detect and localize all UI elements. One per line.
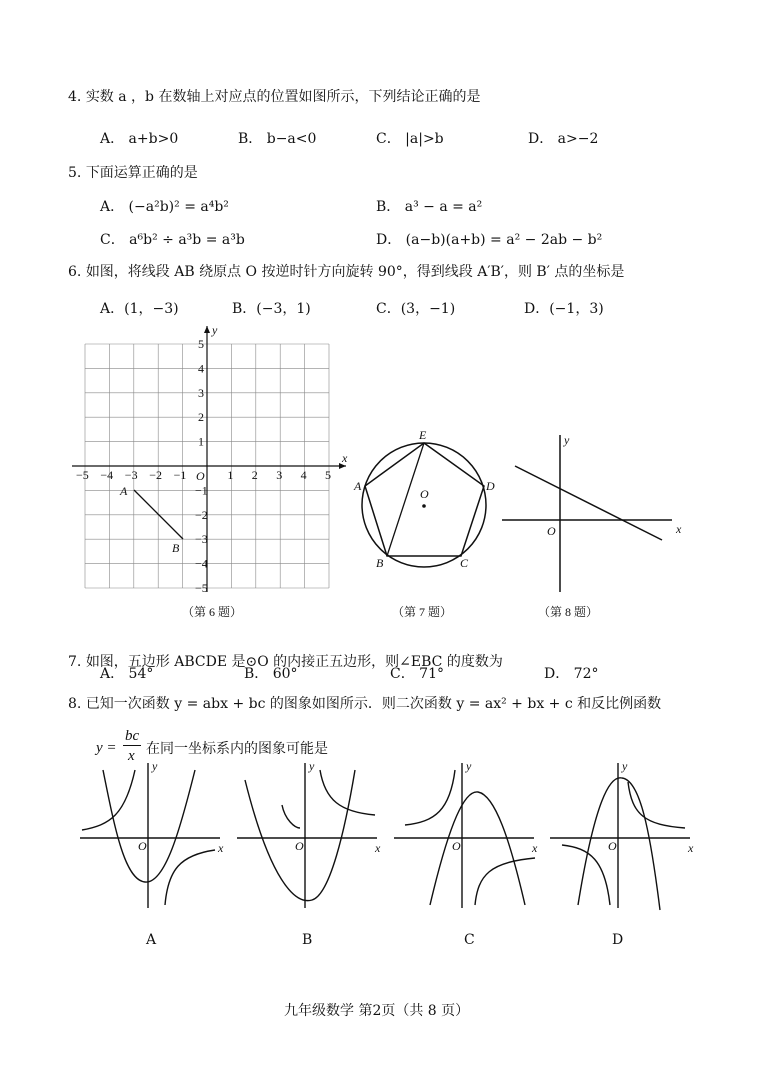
y-tick-label: −2 xyxy=(195,507,208,522)
q5-option-b: B． a³ − a = a² xyxy=(376,199,483,215)
q8-text: 8. 已知一次函数 y = abx + bc 的图象如图所示．则二次函数 y = ax² + bx + c 和反比例函数 xyxy=(68,696,662,712)
axis-x-label: x xyxy=(532,841,538,855)
q6-option-d: D．(−1，3) xyxy=(524,301,604,317)
y-tick-label: −5 xyxy=(195,581,208,595)
q6-option-a: A．(1，−3) xyxy=(100,301,179,317)
q8-graph-A xyxy=(80,759,224,908)
q4-option-b: B． b−a<0 xyxy=(238,131,317,147)
fig7-vertex-e: E xyxy=(419,428,427,442)
page-footer: 九年级数学 第2页（共 8 页） xyxy=(284,1003,470,1019)
center-dot xyxy=(422,504,426,508)
q8-graph-B xyxy=(237,759,381,908)
choice-d-label: D xyxy=(612,932,624,948)
x-tick-label: 4 xyxy=(300,468,307,482)
q4-option-c: C． |a|>b xyxy=(376,131,444,147)
choice-b-label: B xyxy=(302,932,313,948)
y-tick-label: 3 xyxy=(198,385,204,400)
x-tick-label: 5 xyxy=(325,468,331,482)
fig7-vertex-a: A xyxy=(354,479,362,493)
x-tick-label: −5 xyxy=(76,468,89,482)
fig7-vertex-b: B xyxy=(376,556,384,570)
choice-a-label: A xyxy=(146,932,157,948)
axis-y-label: y xyxy=(152,759,158,773)
choice-c-label: C xyxy=(464,932,475,948)
fig7-vertex-d: D xyxy=(486,479,495,493)
fig6-y-label: y xyxy=(212,323,218,337)
fig8-x-label: x xyxy=(676,522,682,536)
y-tick-label: −1 xyxy=(195,483,208,498)
q4-option-a: A． a+b>0 xyxy=(100,131,179,147)
q7-option-b: B． 60° xyxy=(244,666,298,682)
axis-x-label: x xyxy=(218,841,224,855)
axis-y-label: y xyxy=(466,759,472,773)
x-tick-label: −2 xyxy=(149,468,162,482)
x-tick-label: −3 xyxy=(124,468,138,482)
q7-option-a: A． 54° xyxy=(100,666,154,682)
curve xyxy=(475,858,535,905)
q4-option-d: D． a>−2 xyxy=(528,131,599,147)
fig6-origin: O xyxy=(196,469,205,483)
q5-option-a: A． (−a²b)² = a⁴b² xyxy=(100,199,229,215)
origin-label: O xyxy=(608,839,617,853)
axis-y-label: y xyxy=(309,759,315,773)
x-tick-label: −1 xyxy=(173,468,187,482)
q7-option-d: D． 72° xyxy=(544,666,599,682)
origin-label: O xyxy=(452,839,461,853)
q8-graph-D xyxy=(550,759,694,910)
fig6-point-b: B xyxy=(172,541,180,555)
q4-text: 4. 实数 a ，b 在数轴上对应点的位置如图所示，下列结论正确的是 xyxy=(68,89,481,105)
y-tick-label: 5 xyxy=(198,337,204,351)
curve xyxy=(245,770,355,901)
q5-option-c: C． a⁶b² ÷ a³b = a³b xyxy=(100,232,245,248)
q8-graph-C xyxy=(394,759,538,908)
fig8-line xyxy=(515,466,662,540)
curve xyxy=(578,778,660,910)
fig8-caption: （第 8 题） xyxy=(538,605,599,619)
q6-text: 6. 如图，将线段 AB 绕原点 O 按逆时针方向旋转 90°，得到线段 A′B′，则 B′ 点的坐标是 xyxy=(68,264,625,280)
x-tick-label: 2 xyxy=(251,468,258,482)
q5-option-d: D． (a−b)(a+b) = a² − 2ab − b² xyxy=(376,232,603,248)
origin-label: O xyxy=(295,839,304,853)
fig8-y-label: y xyxy=(564,433,570,447)
axis-x-label: x xyxy=(375,841,381,855)
fig6-caption: （第 6 题） xyxy=(182,605,243,619)
curve xyxy=(282,805,300,828)
q6-option-c: C．(3，−1) xyxy=(376,301,456,317)
x-tick-label: −4 xyxy=(100,468,114,482)
curve xyxy=(405,770,455,825)
exam-page: 4. 实数 a ，b 在数轴上对应点的位置如图所示，下列结论正确的是 A． a+b>0 B． b−a<0 C． |a|>b D． a>−2 5. 下面运算正确的是 A． (−a²b)² = a⁴b² B． a³ − a = a² C． a⁶b² ÷ a³b = a³b D． (a−b)(a+b) = a² − 2ab − b² 6. 如图，将线段 AB 绕原点 O 按逆时针方向旋转 90°，得到线段 A′B′，则 B′ 点的坐标是 A．(1，−3) B．(−3，1) C．(3，−1) D．(−1，3) x y O −5 −4 −3 −2 −1 1 2 3 4 5 5 4 3 2 1 −1 −2 −3 −4 −5 A B （第 6 题） O A B C D E （第 7 题） x y O （第 8 题） x y O x y O x y O x y O 7. 如图，五边形 ABCDE 是⊙O 的内接正五边形，则∠EBC 的度数为 A． 54° B． 60° C． 71° D． 72° 8. 已知一次函数 y = abx + bc 的图象如图所示．则二次函数 y = ax² + bx + c 和反比例函数 y = bc x 在同一坐标系内的图象可能是 A B C D 九年级数学 第2页（共 8 页） xyxy=(0,0,760,1075)
fig7-center: O xyxy=(420,487,429,501)
curve xyxy=(165,850,215,905)
x-tick-label: 3 xyxy=(276,468,283,482)
y-tick-label: −3 xyxy=(195,532,208,547)
q7-option-c: C． 71° xyxy=(390,666,444,682)
y-tick-label: 4 xyxy=(198,361,204,376)
fig8-origin: O xyxy=(547,524,556,538)
q5-text: 5. 下面运算正确的是 xyxy=(68,165,198,181)
x-tick-label: 1 xyxy=(227,468,234,482)
fig6-x-label: x xyxy=(342,451,348,465)
fig7-vertex-c: C xyxy=(460,556,469,570)
curve xyxy=(628,782,685,828)
curve xyxy=(103,770,195,882)
axis-y-label: y xyxy=(622,759,628,773)
y-tick-label: 1 xyxy=(198,434,204,449)
fig6-point-a: A xyxy=(120,484,128,498)
segment-eb xyxy=(387,443,424,556)
curve xyxy=(430,792,525,905)
axis-x-label: x xyxy=(688,841,694,855)
fig7-caption: （第 7 题） xyxy=(392,605,453,619)
y-tick-label: −4 xyxy=(195,556,208,571)
curve xyxy=(562,845,610,905)
y-tick-label: 2 xyxy=(198,410,204,425)
fig6-y-arrow-icon xyxy=(204,326,210,333)
q6-option-b: B．(−3，1) xyxy=(232,301,311,317)
origin-label: O xyxy=(138,839,147,853)
q7-text: 7. 如图，五边形 ABCDE 是⊙O 的内接正五边形，则∠EBC 的度数为 xyxy=(68,654,503,670)
